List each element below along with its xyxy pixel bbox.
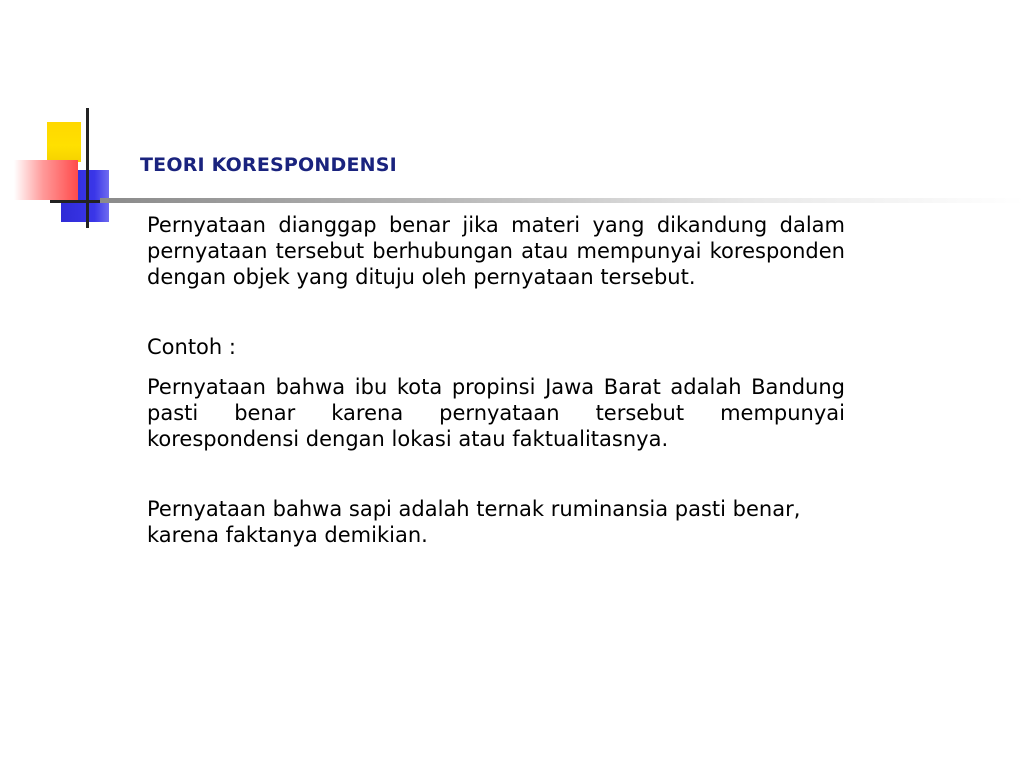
slide-body [147, 212, 845, 548]
slide-title: TEORI KORESPONDENSI [140, 154, 397, 176]
example-heading: Contoh : [147, 335, 236, 359]
example-paragraph-1: Pernyataan bahwa ibu kota propinsi Jawa Barat adalah Bandung pasti benar karena pernyataan tersebut mempunyai korespondensi dengan lokasi atau faktualitasnya. [147, 375, 845, 451]
title-underline-rule [100, 198, 1024, 203]
decorative-yellow-square [47, 122, 81, 162]
decorative-vertical-line [86, 108, 89, 228]
decorative-red-gradient [14, 160, 78, 200]
example-paragraph-2: Pernyataan bahwa sapi adalah ternak ruminansia pasti benar, karena faktanya demikian. [147, 497, 801, 547]
definition-paragraph: Pernyataan dianggap benar jika materi yang dikandung dalam pernyataan tersebut berhubungan atau mempunyai koresponden dengan objek yang dituju oleh pernyataan tersebut. [147, 213, 845, 289]
